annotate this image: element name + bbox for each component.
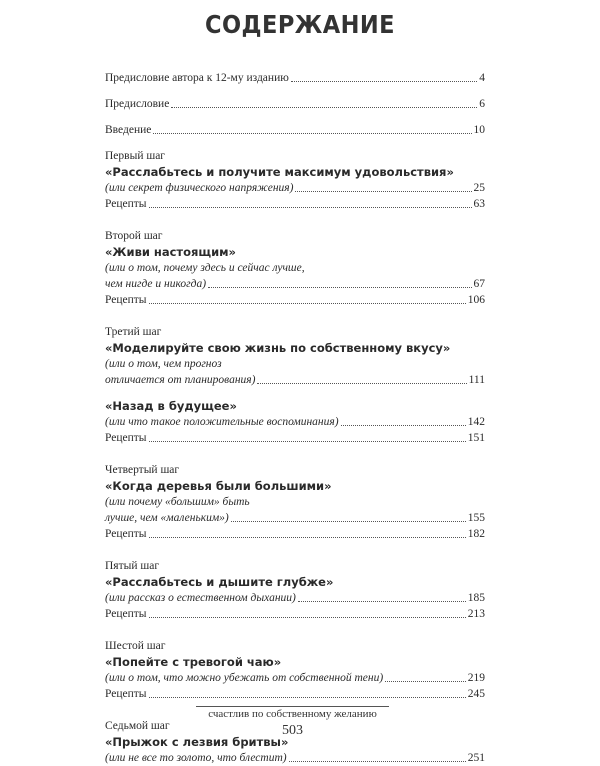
toc-page-number: 10 — [473, 124, 485, 136]
dot-leader — [298, 600, 466, 602]
toc-page-number: 155 — [467, 512, 485, 524]
toc-entry-preface — [105, 96, 485, 112]
chapter-heading: «Моделируйте свою жизнь по собственному вкусу» — [105, 341, 451, 355]
toc-entry-chapter — [105, 414, 485, 430]
toc-entry-recipes — [105, 196, 485, 212]
chapter-subtitle: (или почему «большим» быть — [105, 496, 250, 508]
toc-entry-introduction — [105, 122, 485, 138]
table-of-contents — [105, 70, 485, 766]
dot-leader — [153, 132, 471, 134]
step-label: Первый шаг — [105, 150, 166, 162]
step-label: Шестой шаг — [105, 640, 166, 652]
dot-leader — [208, 286, 471, 288]
dot-leader — [257, 382, 466, 384]
toc-entry-recipes — [105, 606, 485, 622]
dot-leader — [171, 106, 477, 108]
toc-page-number: 63 — [473, 198, 485, 210]
dot-leader — [149, 536, 466, 538]
dot-leader — [289, 760, 466, 762]
toc-entry-label: Предисловие автора к 12-му изданию — [105, 72, 289, 84]
toc-entry-chapter — [105, 276, 485, 292]
toc-entry-author-preface — [105, 70, 485, 86]
toc-page-number: 25 — [473, 182, 485, 194]
toc-page-number: 4 — [479, 72, 485, 84]
recipes-label: Рецепты — [105, 528, 147, 540]
step-label: Третий шаг — [105, 326, 162, 338]
toc-page-number: 106 — [467, 294, 485, 306]
dot-leader — [295, 190, 471, 192]
step-label: Пятый шаг — [105, 560, 160, 572]
toc-page-number: 213 — [467, 608, 485, 620]
dot-leader — [149, 696, 466, 698]
toc-page-number: 182 — [467, 528, 485, 540]
chapter-subtitle: отличается от планирования) — [105, 374, 256, 386]
chapter-subtitle: (или не все то золото, что блестит) — [105, 752, 287, 764]
dot-leader — [149, 206, 472, 208]
chapter-subtitle: чем нигде и никогда) — [105, 278, 207, 290]
page-number: 503 — [282, 723, 303, 738]
chapter-subtitle: лучше, чем «маленьким») — [105, 512, 229, 524]
toc-entry-label: Введение — [105, 124, 152, 136]
toc-entry-chapter — [105, 670, 485, 686]
chapter-subtitle: (или о том, что можно убежать от собственной тени) — [105, 672, 384, 684]
toc-entry-recipes — [105, 526, 485, 542]
chapter-subtitle: (или секрет физического напряжения) — [105, 182, 294, 194]
toc-entry-recipes — [105, 292, 485, 308]
recipes-label: Рецепты — [105, 688, 147, 700]
dot-leader — [149, 616, 466, 618]
toc-entry-chapter — [105, 510, 485, 526]
toc-page-number: 245 — [467, 688, 485, 700]
recipes-label: Рецепты — [105, 432, 147, 444]
chapter-heading: «Расслабьтесь и получите максимум удовольствия» — [105, 165, 454, 179]
toc-entry-chapter — [105, 372, 485, 388]
dot-leader — [149, 440, 466, 442]
dot-leader — [385, 680, 466, 682]
chapter-subtitle: (или о том, чем прогноз — [105, 358, 222, 370]
step-label: Второй шаг — [105, 230, 163, 242]
toc-entry-recipes — [105, 686, 485, 702]
recipes-label: Рецепты — [105, 294, 147, 306]
chapter-heading: «Назад в будущее» — [105, 399, 237, 413]
toc-page-number: 142 — [467, 416, 485, 428]
toc-page-number: 151 — [467, 432, 485, 444]
step-label: Четвертый шаг — [105, 464, 180, 476]
chapter-heading: «Расслабьтесь и дышите глубже» — [105, 575, 334, 589]
recipes-label: Рецепты — [105, 198, 147, 210]
chapter-subtitle: (или что такое положительные воспоминания) — [105, 416, 339, 428]
step-label: Седьмой шаг — [105, 720, 170, 732]
toc-page-number: 6 — [479, 98, 485, 110]
dot-leader — [149, 302, 466, 304]
recipes-label: Рецепты — [105, 608, 147, 620]
toc-entry-label: Предисловие — [105, 98, 170, 110]
toc-entry-chapter — [105, 180, 485, 196]
footer-rule — [196, 706, 389, 707]
chapter-heading: «Прыжок с лезвия бритвы» — [105, 735, 289, 749]
dot-leader — [291, 80, 477, 82]
toc-page-number: 251 — [467, 752, 485, 764]
toc-entry-chapter — [105, 750, 485, 766]
toc-entry-chapter — [105, 590, 485, 606]
toc-page-number: 67 — [473, 278, 485, 290]
running-title: счастлив по собственному желанию — [208, 708, 377, 720]
chapter-heading: «Живи настоящим» — [105, 245, 236, 259]
dot-leader — [231, 520, 466, 522]
page-title: СОДЕРЖАНИЕ — [204, 10, 396, 39]
dot-leader — [341, 424, 466, 426]
toc-entry-recipes — [105, 430, 485, 446]
toc-page-number: 185 — [467, 592, 485, 604]
chapter-heading: «Когда деревья были большими» — [105, 479, 332, 493]
chapter-subtitle: (или рассказ о естественном дыхании) — [105, 592, 296, 604]
chapter-subtitle: (или о том, почему здесь и сейчас лучше, — [105, 262, 305, 274]
toc-page-number: 111 — [468, 374, 485, 386]
toc-page-number: 219 — [467, 672, 485, 684]
chapter-heading: «Попейте с тревогой чаю» — [105, 655, 282, 669]
